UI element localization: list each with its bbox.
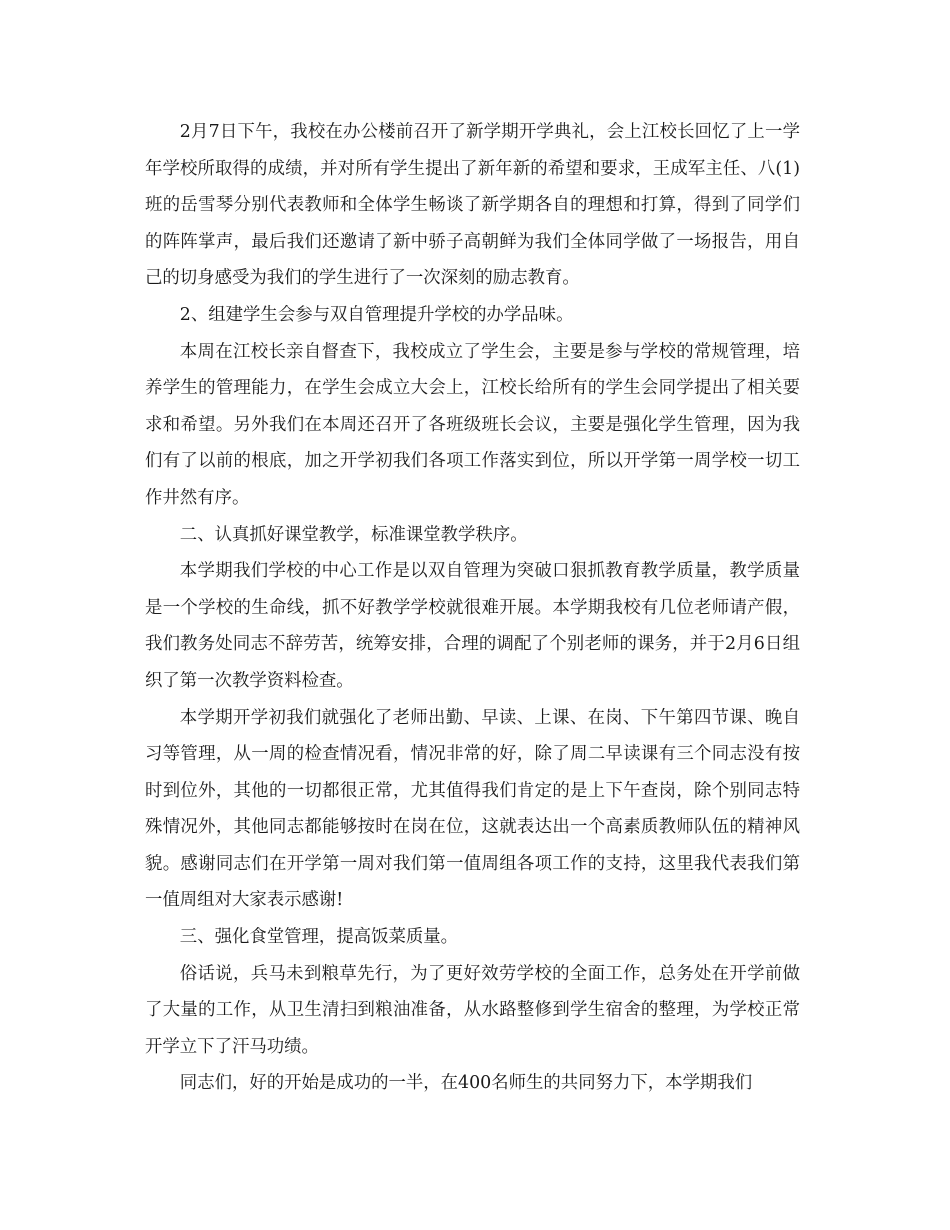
paragraph-logistics: 俗话说，兵马未到粮草先行，为了更好效劳学校的全面工作，总务处在开学前做了大量的工作，从卫生清扫到粮油准备，从水路整修到学生宿舍的整理，为学校正常开学立下了汗马功绩。 bbox=[145, 963, 800, 1057]
paragraph-teaching-quality: 本学期我们学校的中心工作是以双自管理为突破口狠抓教育教学质量，教学质量是一个学校的生命线，抓不好教学学校就很难开展。本学期我校有几位老师请产假，我们教务处同志不辞劳苦，统筹安排，合理的调配了个别老师的课务，并于2月6日组织了第一次教学资料检查。 bbox=[145, 561, 800, 691]
paragraph-student-union: 本周在江校长亲自督查下，我校成立了学生会，主要是参与学校的常规管理，培养学生的管理能力，在学生会成立大会上，江校长给所有的学生会同学提出了相关要求和希望。另外我们在本周还召开了各班级班长会议，主要是强化学生管理，因为我们有了以前的根底，加之开学初我们各项工作落实到位，所以开学第一周学校一切工作井然有序。 bbox=[145, 341, 800, 508]
document-body bbox=[145, 114, 800, 1102]
paragraph-heading-canteen: 三、强化食堂管理，提高饭菜质量。 bbox=[179, 927, 459, 948]
paragraph-heading-classroom-teaching: 二、认真抓好课堂教学，标准课堂教学秩序。 bbox=[179, 524, 528, 545]
paragraph-closing: 同志们，好的开始是成功的一半，在400名师生的共同努力下，本学期我们 bbox=[179, 1073, 753, 1094]
paragraph-heading-student-union: 2、组建学生会参与双自管理提升学校的办学品味。 bbox=[179, 304, 574, 325]
paragraph-attendance-management: 本学期开学初我们就强化了老师出勤、早读、上课、在岗、下午第四节课、晚自习等管理，从一周的检查情况看，情况非常的好，除了周二早读课有三个同志没有按时到位外，其他的一切都很正常，尤其值得我们肯定的是上下午查岗，除个别同志特殊情况外，其他同志都能够按时在岗在位，这就表达出一个高素质教师队伍的精神风貌。感谢同志们在开学第一周对我们第一值周组各项工作的支持，这里我代表我们第一值周组对大家表示感谢! bbox=[145, 707, 800, 911]
paragraph-opening-ceremony: 2月7日下午，我校在办公楼前召开了新学期开学典礼，会上江校长回忆了上一学年学校所取得的成绩，并对所有学生提出了新年新的希望和要求，王成军主任、八(1)班的岳雪琴分别代表教师和全体学生畅谈了新学期各自的理想和打算，得到了同学们的阵阵掌声，最后我们还邀请了新中骄子高朝鲜为我们全体同学做了一场报告，用自己的切身感受为我们的学生进行了一次深刻的励志教育。 bbox=[145, 122, 800, 289]
